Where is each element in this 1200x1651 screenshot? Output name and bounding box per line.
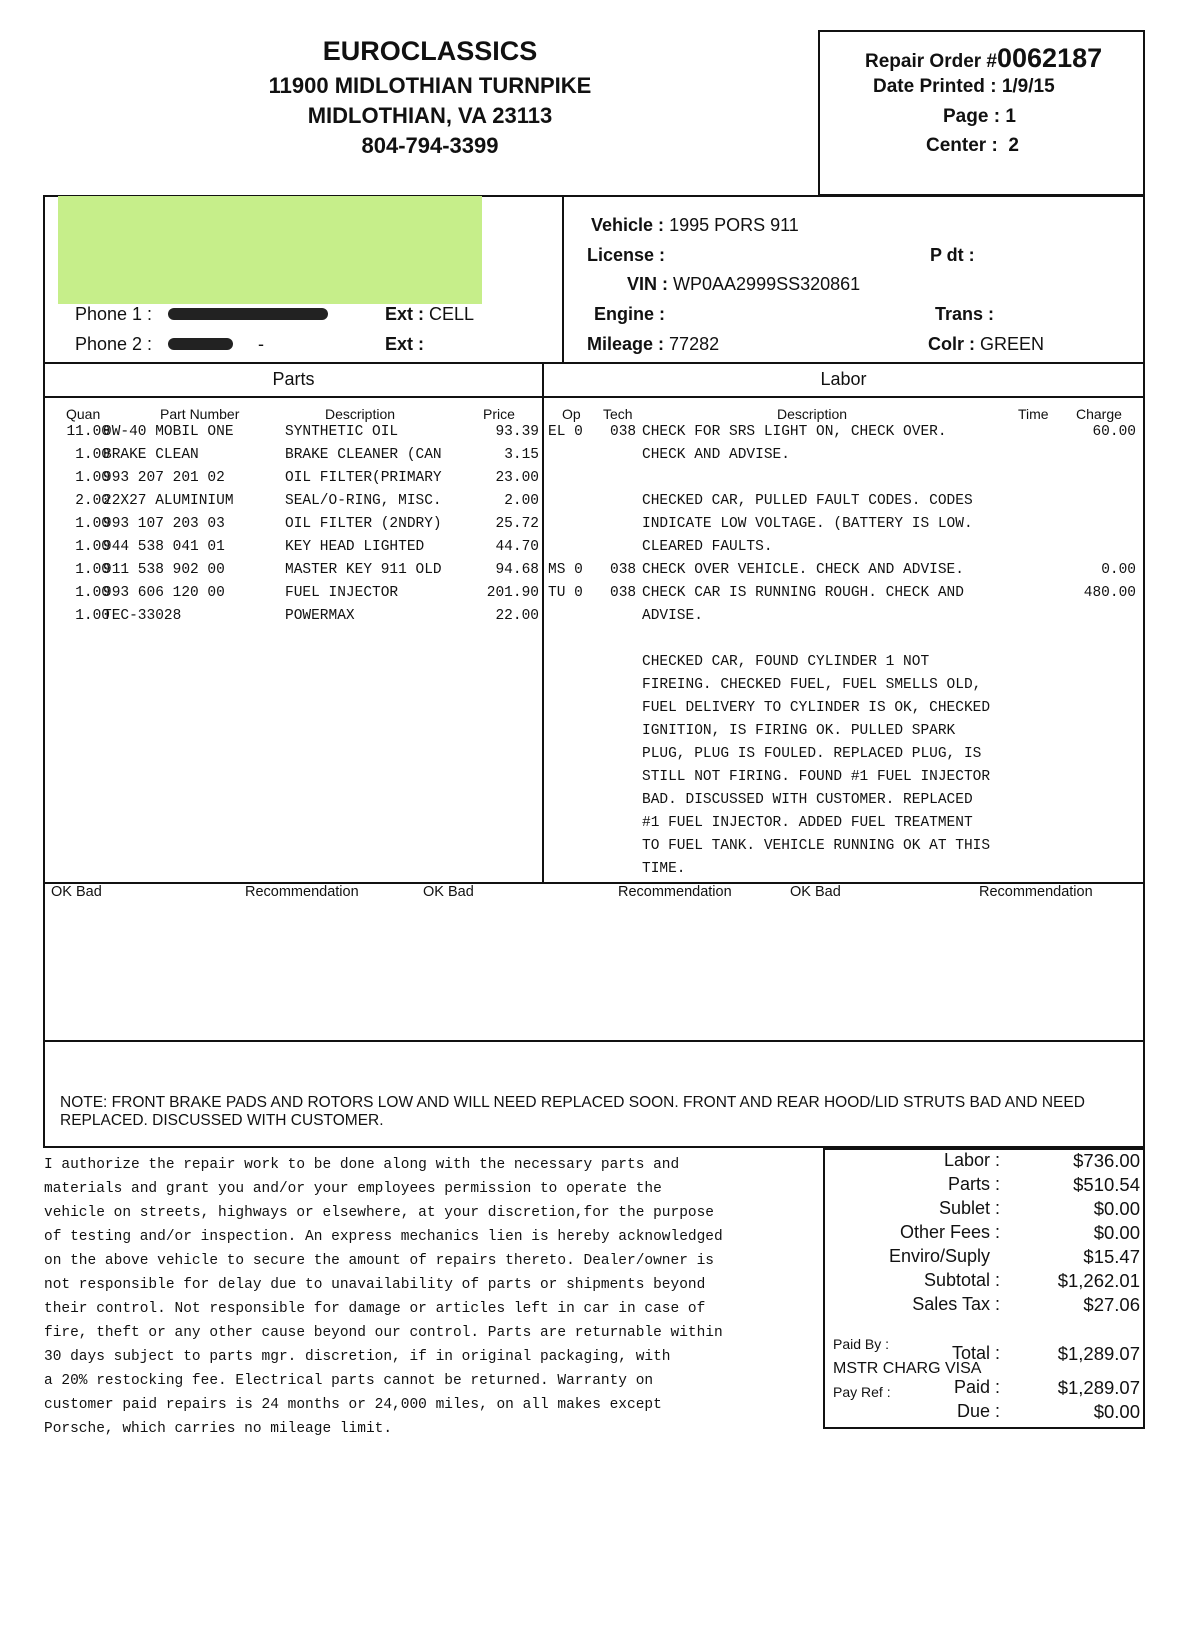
- parts-header-description: Description: [325, 406, 396, 422]
- paid-by-label: Paid By :: [833, 1336, 890, 1352]
- phone2-redaction: [168, 338, 233, 350]
- parts-part-number: 22X27 ALUMINIUM: [103, 493, 234, 509]
- ext2-label: Ext :: [385, 334, 425, 354]
- labor-tech: 038: [610, 585, 637, 601]
- labor-row: [548, 677, 1146, 700]
- license-label: License :: [587, 245, 666, 265]
- labor-total-label: Labor :: [943, 1150, 1000, 1170]
- phone1-label: Phone 1 :: [75, 304, 153, 324]
- parts-description: BRAKE CLEANER (CAN: [285, 447, 442, 463]
- labor-description: INDICATE LOW VOLTAGE. (BATTERY IS LOW.: [642, 516, 973, 532]
- labor-description: #1 FUEL INJECTOR. ADDED FUEL TREATMENT: [642, 815, 973, 831]
- parts-row: [48, 447, 538, 470]
- labor-description: CHECK CAR IS RUNNING ROUGH. CHECK AND: [642, 585, 964, 601]
- color-label: Colr :: [928, 334, 975, 354]
- engine-label: Engine :: [594, 304, 665, 324]
- grand-total-value: $1,289.07: [1057, 1343, 1140, 1364]
- date-printed: [873, 76, 1055, 98]
- labor-row: [548, 562, 1146, 585]
- parts-price: 23.00: [495, 470, 539, 486]
- parts-row: [48, 424, 538, 447]
- repair-order-value: 0062187: [997, 43, 1103, 73]
- page-number: [943, 106, 1016, 128]
- paid-by-value: MSTR CHARG VISA: [833, 1360, 982, 1377]
- rec-header-3: Recommendation: [979, 884, 1093, 900]
- ext2: [385, 334, 424, 355]
- vehicle: [591, 215, 799, 236]
- labor-row: [548, 838, 1146, 861]
- vin-value: WP0AA2999SS320861: [673, 274, 861, 294]
- labor-row: [548, 585, 1146, 608]
- parts-price: 22.00: [495, 608, 539, 624]
- rec-header-2: Recommendation: [618, 884, 732, 900]
- recommendations-rule: [43, 1040, 1145, 1042]
- parts-total-label: Parts :: [947, 1174, 1000, 1194]
- paid-value: $1,289.07: [1057, 1377, 1140, 1398]
- vehicle-label: Vehicle :: [591, 215, 665, 235]
- labor-row: [548, 493, 1146, 516]
- center-label: Center :: [926, 135, 998, 156]
- shop-name: EUROCLASSICS: [322, 36, 538, 66]
- color-value: GREEN: [980, 334, 1045, 354]
- sublet-label: Sublet :: [938, 1198, 1000, 1218]
- labor-row: [548, 861, 1146, 884]
- parts-part-number: BRAKE CLEAN: [103, 447, 199, 463]
- page-value: 1: [1005, 106, 1016, 127]
- mileage-label: Mileage :: [587, 334, 665, 354]
- labor-row: [548, 769, 1146, 792]
- mileage: [587, 334, 719, 355]
- parts-description: OIL FILTER (2NDRY): [285, 516, 442, 532]
- labor-header-tech: Tech: [603, 406, 633, 422]
- trans-label: Trans :: [935, 304, 995, 324]
- labor-description: CHECK OVER VEHICLE. CHECK AND ADVISE.: [642, 562, 964, 578]
- labor-description: BAD. DISCUSSED WITH CUSTOMER. REPLACED: [642, 792, 973, 808]
- vin: [627, 274, 860, 295]
- parts-price: 94.68: [495, 562, 539, 578]
- parts-row: [48, 470, 538, 493]
- parts-row: [48, 516, 538, 539]
- sales-tax-value: $27.06: [1083, 1294, 1140, 1315]
- engine: [594, 304, 665, 325]
- vin-label: VIN :: [627, 274, 669, 294]
- labor-tech: 038: [610, 424, 637, 440]
- labor-row: [548, 746, 1146, 769]
- enviro-value: $15.47: [1083, 1246, 1140, 1267]
- pdt: [930, 245, 975, 266]
- service-note: NOTE: FRONT BRAKE PADS AND ROTORS LOW AND WILL NEED REPLACED SOON. FRONT AND REAR HOOD/LID STRUTS BAD AND NEED REPLACED. DISCUSSED WITH CUSTOMER.: [60, 1094, 1085, 1129]
- paid-label: Paid :: [953, 1377, 1000, 1397]
- labor-op: MS 0: [548, 562, 583, 578]
- mileage-value: 77282: [669, 334, 720, 354]
- labor-description: FIREING. CHECKED FUEL, FUEL SMELLS OLD,: [642, 677, 982, 693]
- labor-header-op: Op: [562, 406, 581, 422]
- subtotal-value: $1,262.01: [1057, 1270, 1140, 1291]
- pdt-label: P dt :: [930, 245, 975, 265]
- parts-description: SEAL/O-RING, MISC.: [285, 493, 442, 509]
- parts-row: [48, 608, 538, 631]
- labor-header-time: Time: [1018, 406, 1049, 422]
- rec-ok-bad-2: OK Bad: [423, 884, 474, 900]
- parts-part-number: 0W-40 MOBIL ONE: [103, 424, 234, 440]
- labor-row: [548, 539, 1146, 562]
- license: [587, 245, 665, 266]
- rec-ok-bad-3: OK Bad: [790, 884, 841, 900]
- rec-header-1: Recommendation: [245, 884, 359, 900]
- parts-header-quan: Quan: [66, 406, 101, 422]
- color: [928, 334, 1044, 355]
- authorization-text: I authorize the repair work to be done along with the necessary parts and materials and grant you and/or your employees permission to operate the vehicle on streets, highways or elsewhere, at your discretion,for the purpose of testing and/or inspection. An express mechanics lien is hereby acknowledged on the above vehicle to secure the amount of repairs thereto. Dealer/owner is not responsible for delay due to unavailability of parts or shipments beyond their control. Not responsible for damage or articles left in car in case of fire, theft or any other cause beyond our control. Parts are returnable within 30 days subject to parts mgr. discretion, if in original packaging, with a 20% restocking fee. Electrical parts cannot be returned. Warranty on customer paid repairs is 24 months or 24,000 miles, on all makes except Porsche, which carries no mileage limit.: [44, 1157, 723, 1437]
- shop-address-line2: MIDLOTHIAN, VA 23113: [307, 103, 553, 128]
- parts-description: OIL FILTER(PRIMARY: [285, 470, 442, 486]
- phone2-dash: -: [258, 334, 264, 354]
- labor-description: CHECKED CAR, PULLED FAULT CODES. CODES: [642, 493, 973, 509]
- labor-description: CHECK AND ADVISE.: [642, 447, 790, 463]
- labor-description: FUEL DELIVERY TO CYLINDER IS OK, CHECKED: [642, 700, 991, 716]
- parts-description: FUEL INJECTOR: [285, 585, 399, 601]
- vehicle-value: 1995 PORS 911: [669, 215, 799, 235]
- parts-part-number: 944 538 041 01: [103, 539, 225, 555]
- labor-header-charge: Charge: [1076, 406, 1122, 422]
- parts-row: [48, 585, 538, 608]
- due-label: Due :: [956, 1401, 1000, 1421]
- labor-row: [548, 447, 1146, 470]
- labor-row: [548, 700, 1146, 723]
- parts-quan: 11.00: [66, 424, 110, 440]
- grand-total-label: Total :: [951, 1343, 1000, 1363]
- pay-ref-label: Pay Ref :: [833, 1384, 891, 1400]
- customer-vehicle-divider: [562, 195, 564, 364]
- labor-row: [548, 470, 1146, 493]
- labor-title: Labor: [820, 369, 867, 389]
- labor-charge: 480.00: [1083, 585, 1136, 601]
- parts-row: [48, 493, 538, 516]
- parts-part-number: 911 538 902 00: [103, 562, 225, 578]
- parts-description: SYNTHETIC OIL: [285, 424, 399, 440]
- phone1-redaction: [168, 308, 328, 320]
- customer-name-address-redaction: [58, 196, 482, 304]
- labor-row: [548, 608, 1146, 631]
- shop-address-line1: 11900 MIDLOTHIAN TURNPIKE: [268, 73, 592, 98]
- parts-row: [48, 539, 538, 562]
- parts-labor-title-rule: [43, 396, 1145, 398]
- labor-row: [548, 424, 1146, 447]
- parts-price: 201.90: [486, 585, 539, 601]
- labor-description: CHECKED CAR, FOUND CYLINDER 1 NOT: [642, 654, 930, 670]
- ext1: [385, 304, 474, 325]
- parts-part-number: 993 107 203 03: [103, 516, 225, 532]
- enviro-label: Enviro/Suply: [888, 1246, 990, 1266]
- parts-price: 3.15: [504, 447, 539, 463]
- sales-tax-label: Sales Tax :: [912, 1294, 1000, 1314]
- labor-description: IGNITION, IS FIRING OK. PULLED SPARK: [642, 723, 956, 739]
- labor-row: [548, 723, 1146, 746]
- parts-price: 2.00: [504, 493, 539, 509]
- repair-order-label: Repair Order #: [865, 51, 997, 72]
- parts-part-number: 993 207 201 02: [103, 470, 225, 486]
- parts-quan: 2.00: [75, 493, 110, 509]
- labor-description: ADVISE.: [642, 608, 703, 624]
- labor-op: EL 0: [548, 424, 583, 440]
- parts-description: KEY HEAD LIGHTED: [285, 539, 425, 555]
- date-printed-value: 1/9/15: [1001, 76, 1055, 97]
- page-label: Page :: [943, 106, 1001, 127]
- labor-row: [548, 516, 1146, 539]
- parts-header-part-number: Part Number: [160, 406, 240, 422]
- subtotal-label: Subtotal :: [923, 1270, 1000, 1290]
- parts-description: MASTER KEY 911 OLD: [285, 562, 442, 578]
- due-value: $0.00: [1093, 1401, 1140, 1422]
- labor-charge: 0.00: [1101, 562, 1136, 578]
- labor-description: TIME.: [642, 861, 686, 877]
- parts-quan: 1.00: [75, 608, 110, 624]
- labor-total-value: $736.00: [1073, 1150, 1140, 1171]
- shop-phone: 804-794-3399: [361, 133, 499, 158]
- labor-row: [548, 792, 1146, 815]
- parts-quan: 1.00: [75, 470, 110, 486]
- parts-row: [48, 562, 538, 585]
- repair-order-number: [865, 43, 1102, 74]
- labor-row: [548, 631, 1146, 654]
- parts-part-number: TEC-33028: [103, 608, 182, 624]
- parts-price: 25.72: [495, 516, 539, 532]
- ext1-label: Ext :: [385, 304, 425, 324]
- labor-description: CHECK FOR SRS LIGHT ON, CHECK OVER.: [642, 424, 947, 440]
- date-printed-label: Date Printed :: [873, 76, 997, 97]
- labor-row: [548, 654, 1146, 677]
- trans: [935, 304, 994, 325]
- labor-description: CLEARED FAULTS.: [642, 539, 773, 555]
- parts-price: 93.39: [495, 424, 539, 440]
- rec-ok-bad-1: OK Bad: [51, 884, 102, 900]
- parts-price: 44.70: [495, 539, 539, 555]
- parts-title: Parts: [272, 369, 315, 389]
- parts-labor-divider: [542, 362, 544, 884]
- labor-tech: 038: [610, 562, 637, 578]
- parts-quan: 1.00: [75, 585, 110, 601]
- labor-header-description: Description: [777, 406, 848, 422]
- parts-total-value: $510.54: [1073, 1174, 1140, 1195]
- labor-row: [548, 815, 1146, 838]
- center-number: [926, 135, 1019, 157]
- labor-op: TU 0: [548, 585, 583, 601]
- parts-header-price: Price: [483, 406, 515, 422]
- parts-quan: 1.00: [75, 447, 110, 463]
- center-value: 2: [1008, 135, 1019, 156]
- sublet-value: $0.00: [1093, 1198, 1140, 1219]
- parts-quan: 1.00: [75, 516, 110, 532]
- labor-charge: 60.00: [1092, 424, 1136, 440]
- parts-description: POWERMAX: [285, 608, 355, 624]
- ext1-value: CELL: [429, 304, 475, 324]
- other-fees-label: Other Fees :: [899, 1222, 1000, 1242]
- parts-quan: 1.00: [75, 539, 110, 555]
- labor-description: TO FUEL TANK. VEHICLE RUNNING OK AT THIS: [642, 838, 991, 854]
- labor-description: PLUG, PLUG IS FOULED. REPLACED PLUG, IS: [642, 746, 982, 762]
- labor-description: STILL NOT FIRING. FOUND #1 FUEL INJECTOR: [642, 769, 991, 785]
- parts-quan: 1.00: [75, 562, 110, 578]
- parts-part-number: 993 606 120 00: [103, 585, 225, 601]
- phone2-label: Phone 2 :: [75, 334, 153, 354]
- other-fees-value: $0.00: [1093, 1222, 1140, 1243]
